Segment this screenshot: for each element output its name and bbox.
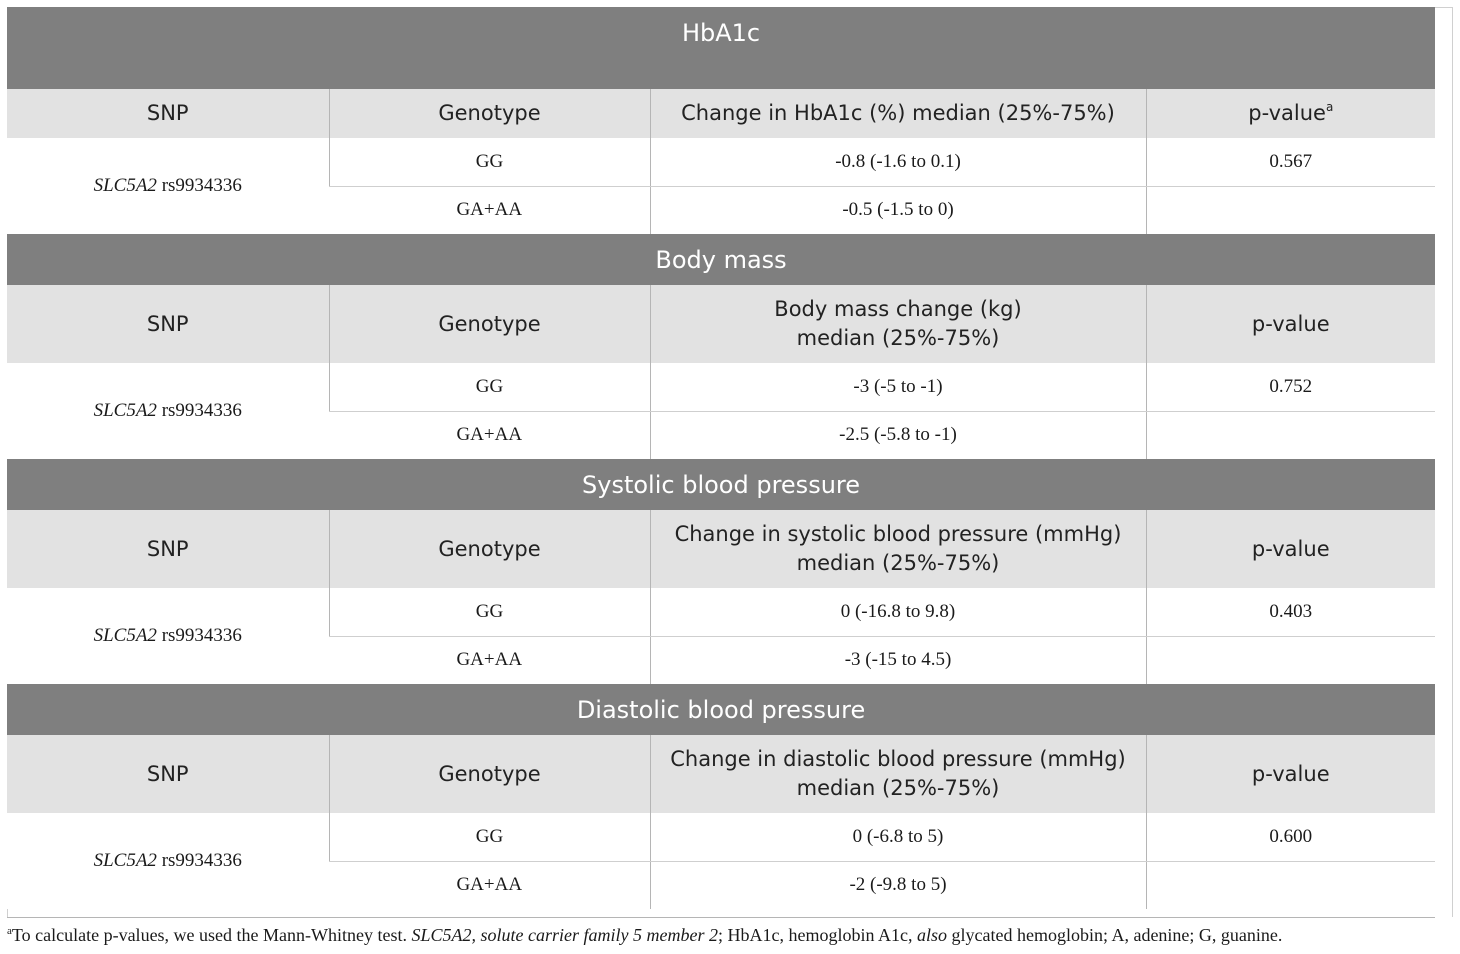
- table-row: [7, 138, 1435, 186]
- snp-cell: [7, 363, 329, 459]
- pvalue-footnote-marker: a: [1325, 100, 1334, 114]
- pvalue-cell: 0.600: [1146, 813, 1435, 861]
- section-header-systolic: [7, 459, 1435, 510]
- genotype-cell: GA+AA: [329, 186, 650, 234]
- footnote-marker: a: [7, 925, 12, 937]
- snp-id: rs9934336: [161, 175, 242, 196]
- gene-name: SLC5A2: [93, 175, 157, 196]
- section-header-diastolic: [7, 684, 1435, 735]
- snp-id: rs9934336: [161, 850, 242, 871]
- section-header-hba1c: [7, 7, 1435, 89]
- snp-cell: [7, 813, 329, 909]
- results-table: [7, 7, 1435, 909]
- genotype-cell: GG: [329, 588, 650, 636]
- pvalue-cell: [1146, 411, 1435, 459]
- change-header-line1: Change in diastolic blood pressure (mmHg): [670, 747, 1126, 771]
- gene-name: SLC5A2: [93, 400, 157, 421]
- section-title: Body mass: [7, 234, 1435, 285]
- pvalue-cell: 0.752: [1146, 363, 1435, 411]
- change-header-line1: Body mass change (kg): [774, 297, 1022, 321]
- table-footnote: [7, 917, 1435, 946]
- pvalue-cell: [1146, 861, 1435, 909]
- snp-cell: [7, 138, 329, 234]
- col-change-header: [650, 285, 1146, 363]
- footnote-italic-2: also: [916, 925, 947, 945]
- section-title: Systolic blood pressure: [7, 459, 1435, 510]
- genotype-cell: GG: [329, 138, 650, 186]
- col-snp-header: SNP: [7, 89, 329, 138]
- col-change-header: [650, 510, 1146, 588]
- table-row: [7, 813, 1435, 861]
- col-genotype-header: Genotype: [329, 735, 650, 813]
- change-header-line2: median (25%-75%): [796, 326, 1000, 350]
- col-pvalue-header: p-value: [1146, 510, 1435, 588]
- col-snp-header: SNP: [7, 510, 329, 588]
- gene-name: SLC5A2: [93, 850, 157, 871]
- change-header-line2: median (25%-75%): [796, 551, 1000, 575]
- footnote-italic-1: SLC5A2, solute carrier family 5 member 2: [411, 925, 718, 945]
- change-cell: -0.5 (-1.5 to 0): [650, 186, 1146, 234]
- table-row: [7, 363, 1435, 411]
- genotype-cell: GA+AA: [329, 411, 650, 459]
- change-cell: -3 (-5 to -1): [650, 363, 1146, 411]
- section-header-body-mass: [7, 234, 1435, 285]
- genotype-cell: GG: [329, 813, 650, 861]
- change-cell: -3 (-15 to 4.5): [650, 636, 1146, 684]
- column-header-row: [7, 510, 1435, 588]
- pvalue-cell: [1146, 186, 1435, 234]
- section-title: Diastolic blood pressure: [7, 684, 1435, 735]
- pvalue-cell: [1146, 636, 1435, 684]
- gene-name: SLC5A2: [93, 625, 157, 646]
- column-header-row: [7, 89, 1435, 138]
- col-pvalue-header: p-value: [1146, 735, 1435, 813]
- col-genotype-header: Genotype: [329, 89, 650, 138]
- col-pvalue-header: p-value: [1146, 285, 1435, 363]
- genotype-cell: GA+AA: [329, 636, 650, 684]
- col-genotype-header: Genotype: [329, 285, 650, 363]
- column-header-row: [7, 735, 1435, 813]
- pvalue-cell: 0.567: [1146, 138, 1435, 186]
- col-change-header: [650, 89, 1146, 138]
- col-genotype-header: Genotype: [329, 510, 650, 588]
- change-cell: 0 (-16.8 to 9.8): [650, 588, 1146, 636]
- table-row: [7, 588, 1435, 636]
- pvalue-cell: 0.403: [1146, 588, 1435, 636]
- change-cell: -2.5 (-5.8 to -1): [650, 411, 1146, 459]
- col-change-header: [650, 735, 1146, 813]
- section-title: HbA1c: [7, 7, 1435, 89]
- change-header-line2: median (25%-75%): [796, 776, 1000, 800]
- snp-cell: [7, 588, 329, 684]
- col-snp-header: SNP: [7, 285, 329, 363]
- change-cell: -0.8 (-1.6 to 0.1): [650, 138, 1146, 186]
- change-header-line1: Change in systolic blood pressure (mmHg): [674, 522, 1122, 546]
- snp-id: rs9934336: [161, 625, 242, 646]
- column-header-row: [7, 285, 1435, 363]
- footnote-text-3: glycated hemoglobin; A, adenine; G, guanine.: [946, 925, 1283, 945]
- genotype-cell: GG: [329, 363, 650, 411]
- change-header-line1: Change in HbA1c (%) median (25%-75%): [681, 101, 1115, 125]
- snp-id: rs9934336: [161, 400, 242, 421]
- col-snp-header: SNP: [7, 735, 329, 813]
- footnote-text-1: To calculate p-values, we used the Mann-Whitney test.: [11, 925, 412, 945]
- col-pvalue-header: [1146, 89, 1435, 138]
- footnote-text-2: ; HbA1c, hemoglobin A1c,: [717, 925, 917, 945]
- change-cell: -2 (-9.8 to 5): [650, 861, 1146, 909]
- pvalue-label: p-value: [1248, 101, 1326, 125]
- genotype-cell: GA+AA: [329, 861, 650, 909]
- change-cell: 0 (-6.8 to 5): [650, 813, 1146, 861]
